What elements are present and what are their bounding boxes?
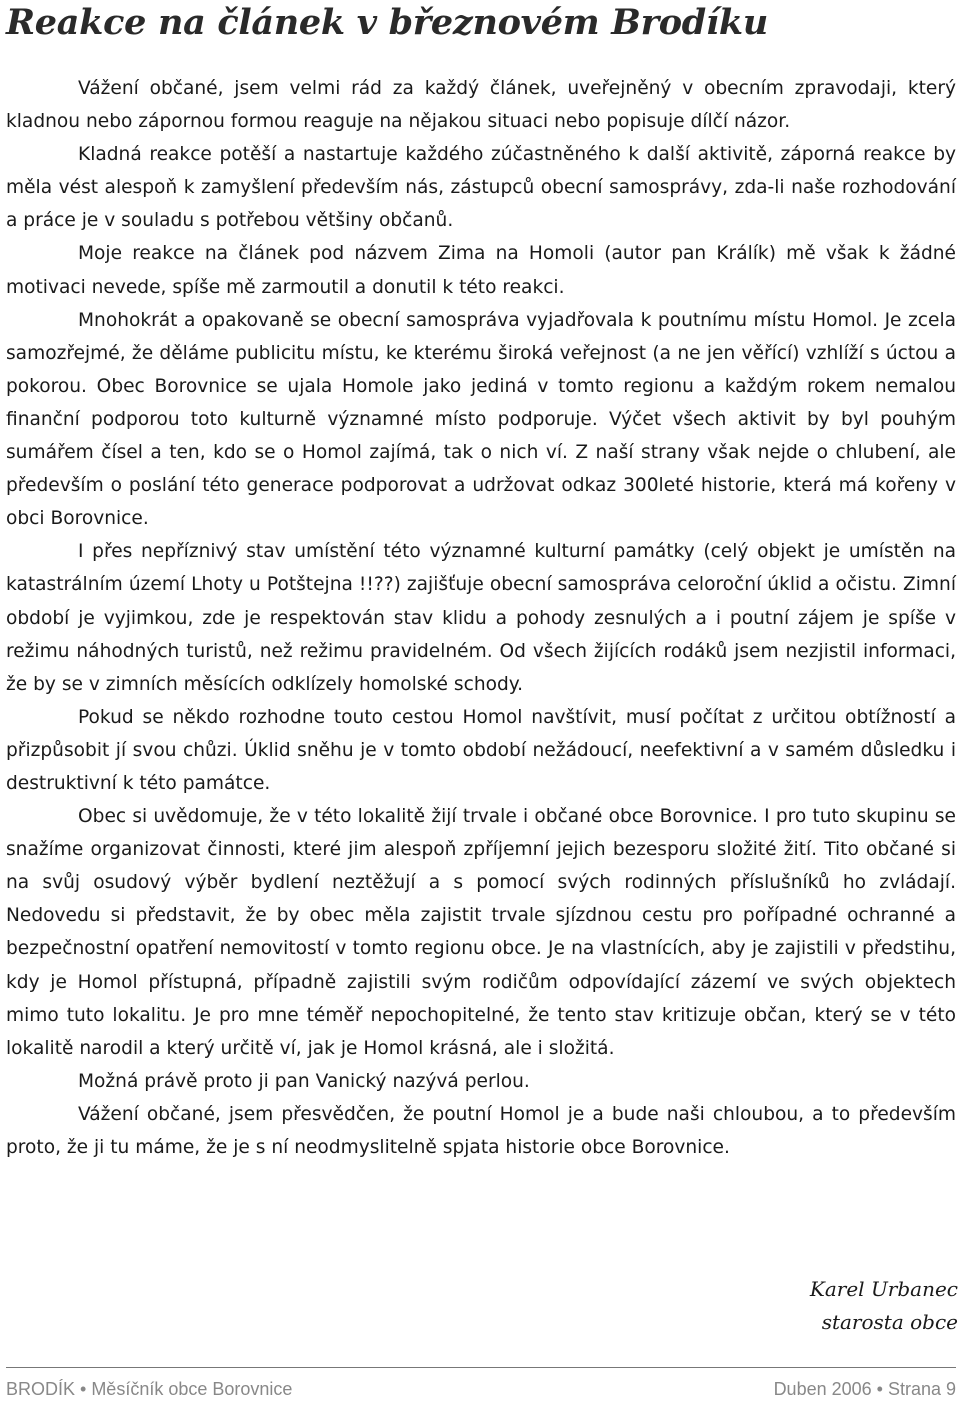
- paragraph: Mnohokrát a opakovaně se obecní samospráva vyjadřovala k poutnímu místu Homol. Je zcela samozřejmé, že děláme publicitu místu, ke kterému široká veřejnost (a ne jen věřící) vzhlíží s úctou a pokorou. Obec Borovnice se ujala Homole jako jediná v tomto regionu a každým rokem nemalou finanční podporou toto kulturně významné místo podporuje. Výčet všech aktivit by byl pouhým sumářem čísel a ten, kdo se o Homol zajímá, tak o nich ví. Z naší strany však nejde o chlubení, ale především o poslání této generace podporovat a udržovat odkaz 300leté historie, která má kořeny v obci Borovnice.: [6, 309, 956, 530]
- paragraph: I přes nepříznivý stav umístění této významné kulturní památky (celý objekt je umístěn na katastrálním území Lhoty u Potštejna !!??) zajišťuje obecní samospráva celoroční úklid a očistu. Zimní období je vyjimkou, zde je respektován stav klidu a pohody zesnulých a i poutní zájem je spíše v režimu náhodných turistů, než režimu pravidelném. Od všech žijících rodáků jsem nezjistil informaci, že by se v zimních měsících odklízely homolské schody.: [6, 541, 956, 695]
- paragraph: Vážení občané, jsem přesvědčen, že poutní Homol je a bude naši chloubou, a to především proto, že ji tu máme, že je s ní neodmyslitelně spjata historie obce Borovnice.: [6, 1103, 956, 1158]
- footer-date-page: Duben 2006 • Strana 9: [773, 1379, 956, 1399]
- signature-name: Karel Urbanec: [809, 1277, 958, 1301]
- signature-role: starosta obce: [821, 1310, 958, 1334]
- paragraph: Kladná reakce potěší a nastartuje každého zúčastněného k další aktivitě, záporná reakce by měla vést alespoň k zamyšlení především nás, zástupců obecní samosprávy, zda-li naše rozhodování a práce je v souladu s potřebou většiny občanů.: [6, 144, 956, 232]
- article-body: [6, 72, 956, 1164]
- article-title: Reakce na článek v březnovém Brodíku: [6, 2, 769, 43]
- paragraph: Vážení občané, jsem velmi rád za každý článek, uveřejněný v obecním zpravodaji, který kladnou nebo zápornou formou reaguje na nějakou situaci nebo popisuje dílčí názor.: [6, 78, 956, 133]
- paragraph: Možná právě proto ji pan Vanický nazývá perlou.: [78, 1070, 530, 1092]
- footer-publication: BRODÍK • Měsíčník obce Borovnice: [6, 1379, 293, 1399]
- paragraph: Pokud se někdo rozhodne touto cestou Homol navštívit, musí počítat z určitou obtížností a přizpůsobit jí svou chůzi. Úklid sněhu je v tomto období nežádoucí, neefektivní a v samém důsledku i destruktivní k této památce.: [6, 706, 956, 794]
- footer-divider: [6, 1367, 956, 1368]
- page-footer: [6, 1379, 956, 1400]
- paragraph: Obec si uvědomuje, že v této lokalitě žijí trvale i občané obce Borovnice. I pro tuto skupinu se snažíme organizovat činnosti, které jim alespoň zpříjemní jejich bezesporu složité žití. Tito občané si na svůj osudový výběr bydlení neztěžují a s pomocí svých rodinných příslušníků ho zvládají. Nedovedu si představit, že by obec měla zajistit trvale sjízdnou cestu pro pořípadné ochranné a bezpečnostní opatření nemovitostí v tomto regionu obce. Je na vlastnících, aby je zajistili v předstihu, kdy je Homol přístupná, případně zajistili svým rodičům odpovídající zázemí ve svých objektech mimo tuto lokalitu. Je pro mne téměř nepochopitelné, že tento stav kritizuje občan, který se v této lokalitě narodil a který určitě ví, jak je Homol krásná, ale i složitá.: [6, 806, 956, 1059]
- paragraph: Moje reakce na článek pod názvem Zima na Homoli (autor pan Králík) mě však k žádné motivaci nevede, spíše mě zarmoutil a donutil k této reakci.: [6, 243, 956, 298]
